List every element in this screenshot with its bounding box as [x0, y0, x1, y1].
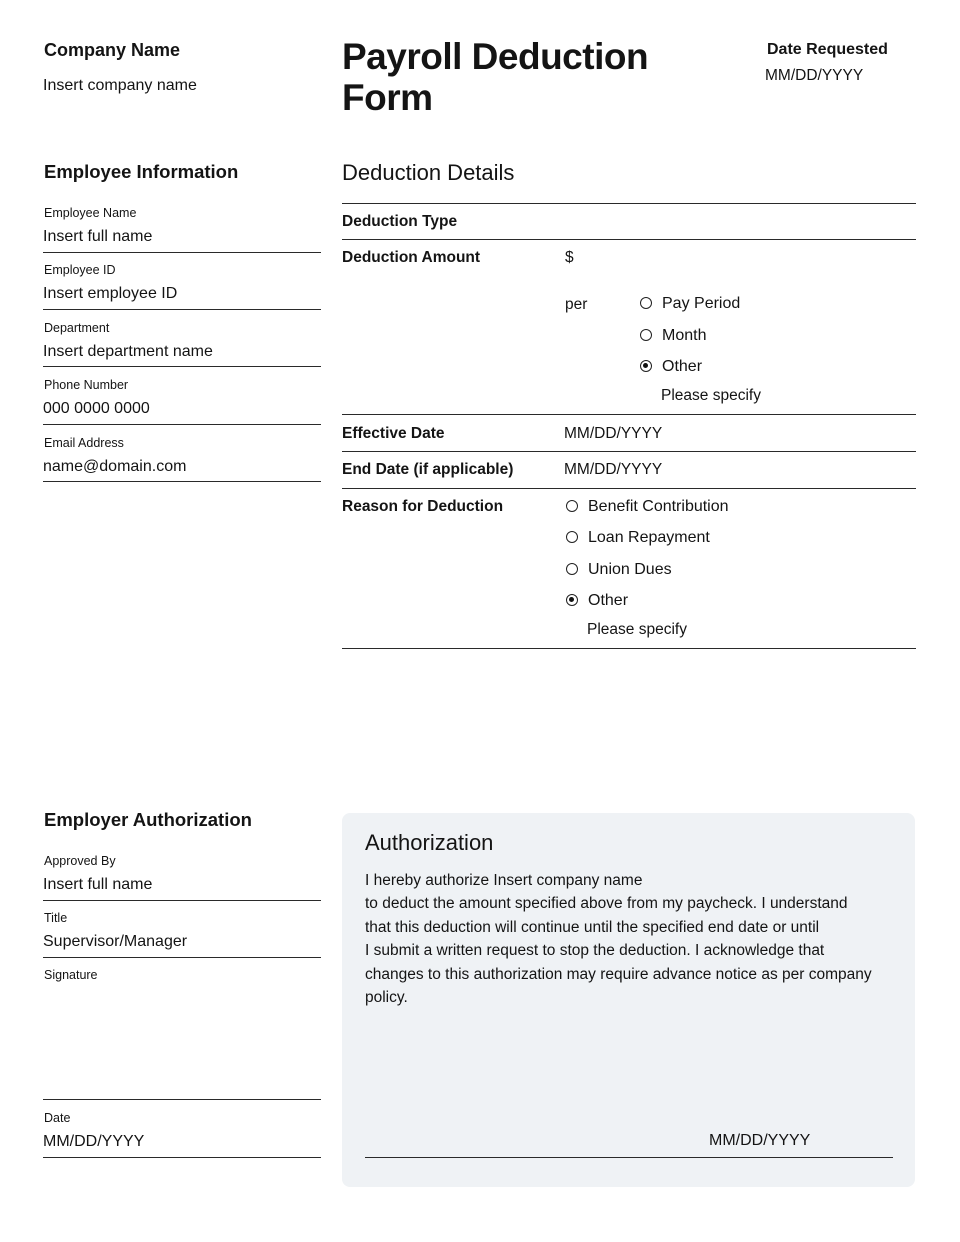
radio-month[interactable]: [640, 329, 652, 341]
divider: [43, 481, 321, 482]
signature-field[interactable]: [43, 990, 321, 1098]
deduction-type-label: Deduction Type: [342, 213, 458, 230]
radio-pay-period[interactable]: [640, 297, 652, 309]
authorization-line: to deduct the amount specified above from my paycheck. I understand: [365, 895, 848, 912]
option-benefit-contribution-label: Benefit Contribution: [588, 498, 729, 515]
company-name-field[interactable]: Insert company name: [43, 77, 197, 94]
date-requested-label: Date Requested: [767, 41, 888, 58]
divider: [342, 648, 916, 649]
approved-by-field[interactable]: Insert full name: [43, 876, 153, 893]
department-label: Department: [44, 321, 110, 335]
phone-number-label: Phone Number: [44, 378, 129, 392]
authorization-company-field[interactable]: Insert company name: [493, 872, 643, 889]
signature-label: Signature: [44, 968, 98, 982]
effective-date-field[interactable]: MM/DD/YYYY: [564, 425, 663, 442]
divider: [43, 957, 321, 958]
title-label: Title: [44, 911, 68, 925]
authorization-signature-field[interactable]: [365, 1090, 695, 1154]
reason-label: Reason for Deduction: [342, 498, 504, 515]
divider: [43, 252, 321, 253]
divider: [43, 1099, 321, 1100]
reason-specify-field[interactable]: Please specify: [587, 621, 687, 638]
employee-id-label: Employee ID: [44, 263, 116, 277]
approved-by-label: Approved By: [44, 854, 116, 868]
option-pay-period-label: Pay Period: [662, 295, 741, 312]
divider: [365, 1157, 893, 1158]
option-period-other-label: Other: [662, 358, 703, 375]
divider: [342, 488, 916, 489]
divider: [43, 309, 321, 310]
radio-reason-other[interactable]: [566, 594, 578, 606]
radio-union-dues[interactable]: [566, 563, 578, 575]
end-date-field[interactable]: MM/DD/YYYY: [564, 461, 663, 478]
divider: [342, 203, 916, 204]
authorization-date-field[interactable]: MM/DD/YYYY: [709, 1132, 811, 1149]
authorization-line: policy.: [365, 989, 408, 1006]
employee-name-field[interactable]: Insert full name: [43, 228, 153, 245]
divider: [342, 451, 916, 452]
employer-authorization-title: Employer Authorization: [44, 809, 252, 830]
employee-name-label: Employee Name: [44, 206, 137, 220]
divider: [342, 414, 916, 415]
radio-benefit-contribution[interactable]: [566, 500, 578, 512]
divider: [43, 424, 321, 425]
divider: [43, 366, 321, 367]
authorization-line: I submit a written request to stop the deduction. I acknowledge that: [365, 942, 825, 959]
option-month-label: Month: [662, 327, 707, 344]
option-reason-other-label: Other: [588, 592, 629, 609]
deduction-amount-field[interactable]: $: [565, 249, 574, 266]
date-field[interactable]: MM/DD/YYYY: [43, 1133, 145, 1150]
divider: [43, 1157, 321, 1158]
title-field[interactable]: Supervisor/Manager: [43, 933, 188, 950]
date-requested-field[interactable]: MM/DD/YYYY: [765, 67, 864, 84]
per-label: per: [565, 296, 588, 313]
employee-info-title: Employee Information: [44, 161, 239, 182]
email-address-label: Email Address: [44, 436, 124, 450]
deduction-amount-label: Deduction Amount: [342, 249, 481, 266]
authorization-statement: [365, 869, 642, 893]
option-loan-repayment-label: Loan Repayment: [588, 529, 710, 546]
company-name-label: Company Name: [44, 40, 181, 60]
period-specify-field[interactable]: Please specify: [661, 387, 761, 404]
authorization-line: changes to this authorization may require advance notice as per company: [365, 966, 872, 983]
radio-period-other[interactable]: [640, 360, 652, 372]
employee-id-field[interactable]: Insert employee ID: [43, 285, 178, 302]
department-field[interactable]: Insert department name: [43, 343, 213, 360]
phone-number-field[interactable]: 000 0000 0000: [43, 400, 150, 417]
email-address-field[interactable]: name@domain.com: [43, 458, 187, 475]
authorization-title: Authorization: [365, 830, 494, 855]
effective-date-label: Effective Date: [342, 425, 445, 442]
option-union-dues-label: Union Dues: [588, 561, 672, 578]
authorization-intro: I hereby authorize: [365, 872, 490, 889]
divider: [43, 900, 321, 901]
date-label: Date: [44, 1111, 71, 1125]
form-title: Payroll Deduction Form: [342, 36, 649, 118]
deduction-details-title: Deduction Details: [342, 160, 515, 185]
divider: [342, 239, 916, 240]
radio-loan-repayment[interactable]: [566, 531, 578, 543]
end-date-label: End Date (if applicable): [342, 461, 514, 478]
authorization-line: that this deduction will continue until the specified end date or until: [365, 919, 820, 936]
